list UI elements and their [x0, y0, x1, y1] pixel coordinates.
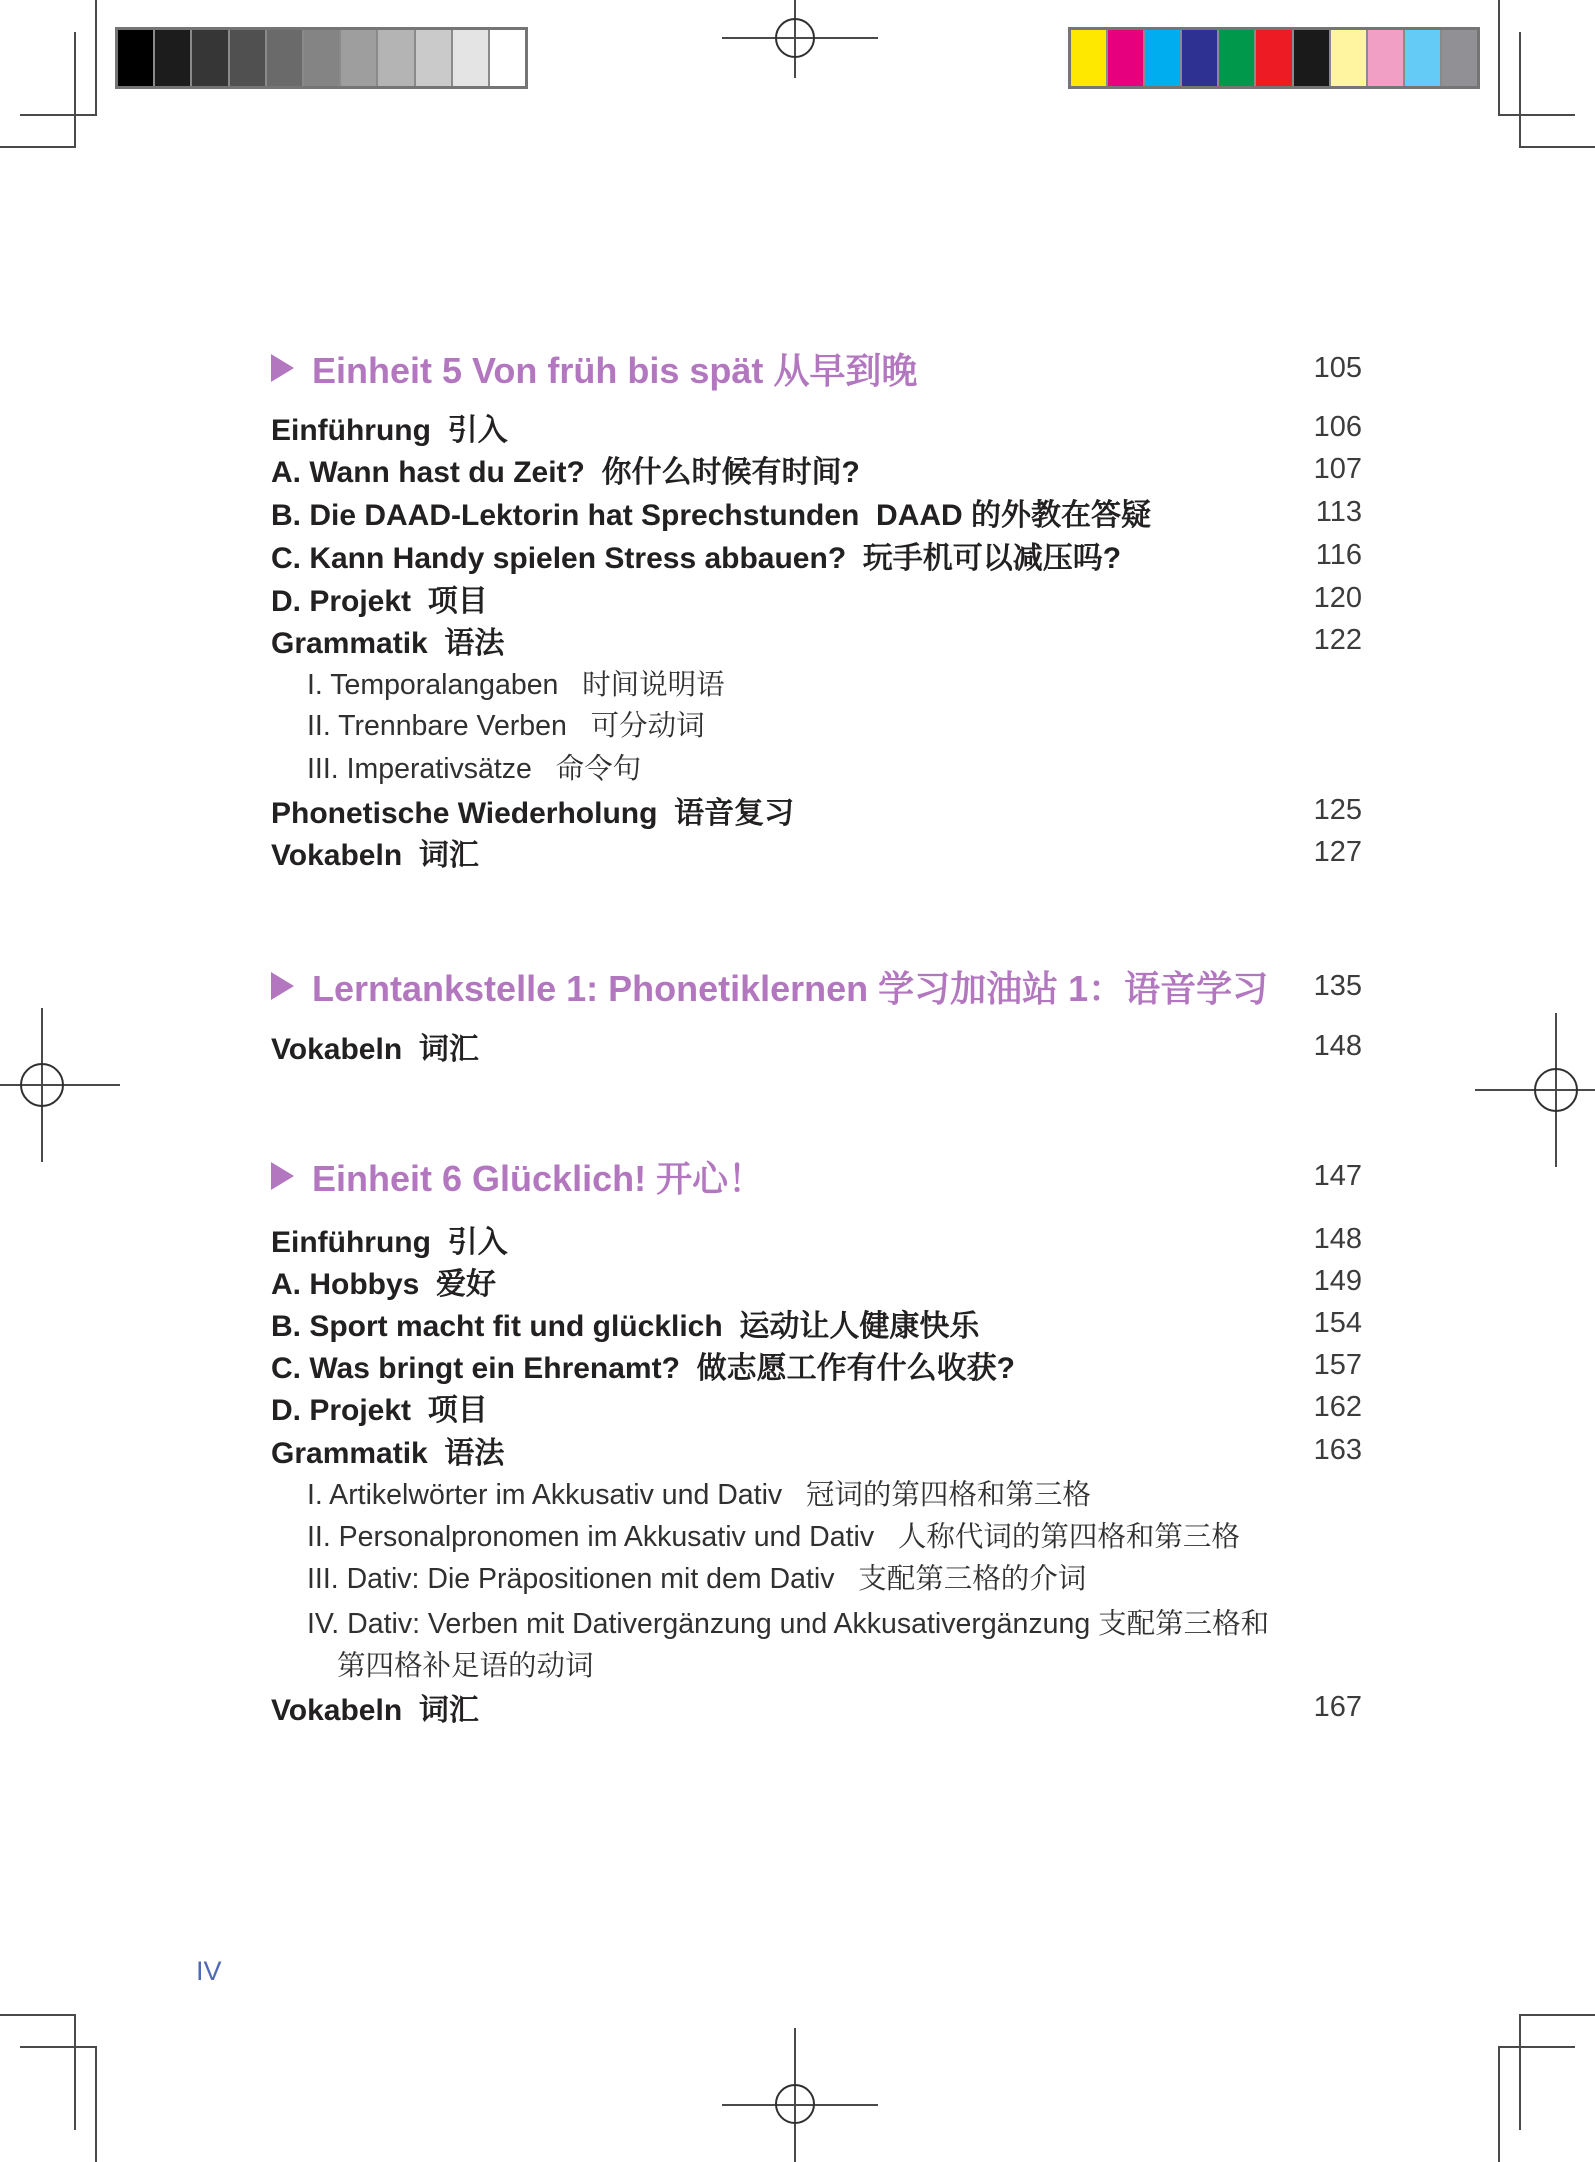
toc-item-label: B. Sport macht fit und glücklich 运动让人健康快乐	[271, 1310, 980, 1343]
toc-item-label: C. Was bringt ein Ehrenamt? 做志愿工作有什么收获?	[271, 1352, 1015, 1385]
toc-item-page: 162	[1313, 1390, 1362, 1423]
color-swatch	[267, 30, 302, 86]
toc-item-page: 148	[1313, 1222, 1362, 1255]
toc-row	[271, 789, 1362, 831]
toc-item-label: 第四格补足语的动词	[337, 1649, 594, 1682]
section-heading-einheit-6	[271, 1151, 1362, 1201]
toc-item-label: IV. Dativ: Verben mit Dativergänzung und Akkusativergänzung 支配第三格和	[307, 1607, 1270, 1640]
color-swatch	[1145, 30, 1180, 86]
toc-item-label: D. Projekt 项目	[271, 1394, 488, 1427]
toc-item-page: 157	[1313, 1348, 1362, 1381]
color-swatch	[192, 30, 227, 86]
color-swatch	[1071, 30, 1106, 86]
crop-mark-line	[74, 2014, 76, 2130]
toc-item-page: 107	[1313, 452, 1362, 485]
section-heading-einheit-5	[271, 343, 1362, 393]
toc-subrow-continuation	[271, 1642, 1362, 1684]
section-page-number: 105	[1313, 351, 1362, 384]
crop-mark-line	[1498, 2046, 1500, 2162]
color-swatch	[304, 30, 339, 86]
section-arrow-icon	[271, 354, 294, 382]
toc-subrow	[271, 1513, 1362, 1555]
toc-row	[271, 1344, 1362, 1386]
color-swatch	[1442, 30, 1477, 86]
section-page-number: 135	[1313, 969, 1362, 1002]
toc-row	[271, 1260, 1362, 1302]
toc-item-label: B. Die DAAD-Lektorin hat Sprechstunden DAAD 的外教在答疑	[271, 499, 1152, 532]
toc-item-page: 127	[1313, 835, 1362, 868]
toc-item-label: Vokabeln 词汇	[271, 1694, 479, 1727]
color-swatch	[118, 30, 153, 86]
toc-row	[271, 448, 1362, 490]
color-swatch	[1256, 30, 1291, 86]
toc-subrow	[271, 1555, 1362, 1597]
toc-item-label: Einführung 引入	[271, 414, 508, 447]
color-swatch	[230, 30, 265, 86]
section-title: Einheit 5 Von früh bis spät 从早到晚	[312, 349, 918, 391]
section-title: Einheit 6 Glücklich! 开心！	[312, 1157, 765, 1199]
toc-row	[271, 1302, 1362, 1344]
toc-subrow	[271, 1471, 1362, 1513]
crop-mark-line	[74, 32, 76, 148]
section-title: Lerntankstelle 1: Phonetiklernen 学习加油站 1：语音学习	[312, 967, 1269, 1009]
toc-row	[271, 577, 1362, 619]
crop-mark-line	[0, 146, 76, 148]
crop-mark-line	[1519, 146, 1595, 148]
toc-item-page: 122	[1313, 623, 1362, 656]
toc-item-label: I. Artikelwörter im Akkusativ und Dativ 冠词的第四格和第三格	[307, 1478, 1091, 1511]
toc-item-page: 106	[1313, 410, 1362, 443]
toc-row	[271, 406, 1362, 448]
toc-item-label: Phonetische Wiederholung 语音复习	[271, 797, 795, 830]
crop-mark-line	[1498, 2046, 1575, 2048]
toc-item-label: Grammatik 语法	[271, 1437, 505, 1470]
crop-mark-line	[1519, 2014, 1595, 2016]
registration-mark	[20, 1063, 64, 1107]
crop-mark-line	[1498, 0, 1500, 116]
color-calibration-bar	[1068, 27, 1480, 89]
section-arrow-icon	[271, 1162, 294, 1190]
registration-mark	[775, 2084, 815, 2124]
color-swatch	[1219, 30, 1254, 86]
toc-row	[271, 831, 1362, 873]
crop-mark-line	[1498, 114, 1575, 116]
toc-item-page: 120	[1313, 581, 1362, 614]
toc-item-label: A. Wann hast du Zeit? 你什么时候有时间?	[271, 456, 860, 489]
toc-item-label: A. Hobbys 爱好	[271, 1268, 497, 1301]
toc-item-page: 148	[1313, 1029, 1362, 1062]
crop-mark-line	[20, 114, 97, 116]
toc-item-label: II. Personalpronomen im Akkusativ und Dativ 人称代词的第四格和第三格	[307, 1520, 1240, 1553]
toc-row	[271, 1686, 1362, 1728]
color-swatch	[378, 30, 413, 86]
registration-mark	[775, 18, 815, 58]
folio-page-label: IV	[196, 1956, 222, 1986]
crop-mark-line	[20, 2046, 97, 2048]
toc-item-label: Grammatik 语法	[271, 627, 505, 660]
toc-item-label: II. Trennbare Verben 可分动词	[307, 709, 705, 742]
color-swatch	[1108, 30, 1143, 86]
crop-mark-line	[95, 0, 97, 116]
toc-subrow	[271, 745, 1362, 787]
toc-row	[271, 1025, 1362, 1067]
toc-item-page: 116	[1315, 538, 1362, 571]
section-page-number: 147	[1313, 1159, 1362, 1192]
toc-subrow	[271, 661, 1362, 703]
registration-mark	[1534, 1068, 1578, 1112]
toc-subrow	[271, 1600, 1362, 1642]
color-swatch	[453, 30, 488, 86]
toc-item-page: 125	[1313, 793, 1362, 826]
grayscale-calibration-bar	[115, 27, 528, 89]
color-swatch	[1368, 30, 1403, 86]
toc-row	[271, 491, 1362, 533]
color-swatch	[1294, 30, 1329, 86]
color-swatch	[1405, 30, 1440, 86]
section-heading-lerntankstelle-1	[271, 961, 1362, 1011]
toc-row	[271, 619, 1362, 661]
color-swatch	[155, 30, 190, 86]
color-swatch	[416, 30, 451, 86]
toc-item-label: Vokabeln 词汇	[271, 1033, 479, 1066]
toc-item-label: Einführung 引入	[271, 1226, 508, 1259]
toc-row	[271, 1218, 1362, 1260]
toc-item-label: I. Temporalangaben 时间说明语	[307, 668, 725, 701]
toc-row	[271, 534, 1362, 576]
toc-item-page: 149	[1313, 1264, 1362, 1297]
color-swatch	[490, 30, 525, 86]
toc-item-label: III. Imperativsätze 命令句	[307, 752, 642, 785]
color-swatch	[341, 30, 376, 86]
toc-item-page: 154	[1313, 1306, 1362, 1339]
color-swatch	[1331, 30, 1366, 86]
crop-mark-line	[1519, 2014, 1521, 2130]
section-arrow-icon	[271, 972, 294, 1000]
crop-mark-line	[0, 2014, 76, 2016]
toc-item-label: C. Kann Handy spielen Stress abbauen? 玩手机可以减压吗?	[271, 542, 1122, 575]
toc-subrow	[271, 702, 1362, 744]
toc-item-label: III. Dativ: Die Präpositionen mit dem Dativ 支配第三格的介词	[307, 1562, 1087, 1595]
toc-item-page: 113	[1315, 495, 1362, 528]
crop-mark-line	[95, 2046, 97, 2162]
color-swatch	[1182, 30, 1217, 86]
toc-item-page: 163	[1313, 1433, 1362, 1466]
toc-row	[271, 1429, 1362, 1471]
crop-mark-line	[1519, 32, 1521, 148]
toc-item-label: Vokabeln 词汇	[271, 839, 479, 872]
toc-row	[271, 1386, 1362, 1428]
toc-item-label: D. Projekt 项目	[271, 585, 488, 618]
toc-item-page: 167	[1313, 1690, 1362, 1723]
